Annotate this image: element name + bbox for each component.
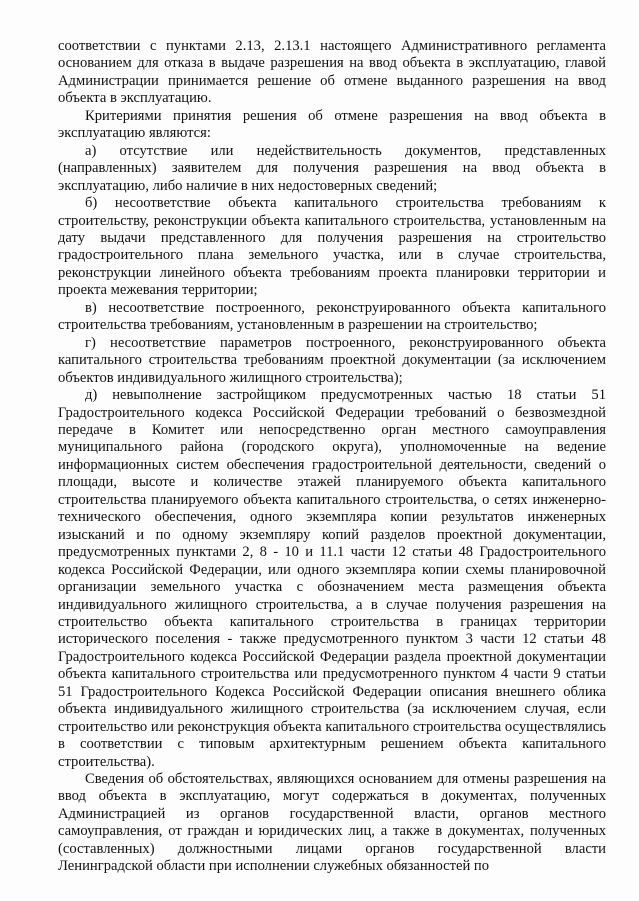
paragraph-item-v: в) несоответствие построенного, реконструированного объекта капитального строительства требованиям, установленным в разрешении на строительство; (58, 299, 606, 334)
paragraph-information-sources: Сведения об обстоятельствах, являющихся основанием для отмены разрешения на ввод объекта в эксплуатацию, могут содержаться в документах, полученных Администрацией из органов государственной власти, органов местного самоуправления, от граждан и юридических лиц, а также в документах, полученных (составленных) должностными лицами органов государственной власти Ленинградской области при исполнении служебных обязанностей по (58, 771, 606, 875)
paragraph-criteria-intro: Критериями принятия решения об отмене разрешения на ввод объекта в эксплуатацию являются: (58, 107, 606, 142)
paragraph-item-d: д) невыполнение застройщиком предусмотренных частью 18 статьи 51 Градостроительного кодекса Российской Федерации требований о безвозмездной передаче в Комитет или непосредственно орган местного самоуправления муниципального района (городского округа), уполномоченные на ведение информационных систем обеспечения градостроительной деятельности, сведений о площади, высоте и количестве этажей планируемого объекта капитального строительства планируемого объекта капитального строительства, о сетях инженерно-технического обеспечения, одного экземпляра копии результатов инженерных изысканий и по одному экземпляру копий разделов проектной документации, предусмотренных пунктами 2, 8 - 10 и 11.1 части 12 статьи 48 Градостроительного кодекса Российской Федерации, или одного экземпляра копии схемы планировочной организации земельного участка с обозначением места размещения объекта индивидуального жилищного строительства, а в случае получения разрешения на строительство объекта капитального строительства в границах территории исторического поселения - также предусмотренного пунктом 3 части 12 статьи 48 Градостроительного кодекса Российской Федерации раздела проектной документации объекта капитального строительства или предусмотренного пунктом 4 части 9 статьи 51 Градостроительного Кодекса Российской Федерации описания внешнего облика объекта индивидуального жилищного строительства (за исключением случая, если строительство или реконструкция объекта капитального строительства осуществлялись в соответствии с типовым архитектурным решением объекта капитального строительства). (58, 387, 606, 770)
document-body (58, 38, 606, 876)
paragraph-item-b: б) несоответствие объекта капитального строительства требованиям к строительству, реконструкции объекта капитального строительства, установленным на дату выдачи представленного для получения разрешения на строительство градостроительного плана земельного участка, или в случае строительства, реконструкции линейного объекта требованиям проекта планировки территории и проекта межевания территории; (58, 195, 606, 299)
paragraph-continuation: соответствии с пунктами 2.13, 2.13.1 настоящего Административного регламента основанием для отказа в выдаче разрешения на ввод объекта в эксплуатацию, главой Администрации принимается решение об отмене выданного разрешения на ввод объекта в эксплуатацию. (58, 38, 606, 107)
paragraph-item-g: г) несоответствие параметров построенного, реконструированного объекта капитального строительства требованиям проектной документации (за исключением объектов индивидуального жилищного строительства); (58, 334, 606, 386)
paragraph-item-a: а) отсутствие или недействительность документов, представленных (направленных) заявителем для получения разрешения на ввод объекта в эксплуатацию, либо наличие в них недостоверных сведений; (58, 142, 606, 194)
